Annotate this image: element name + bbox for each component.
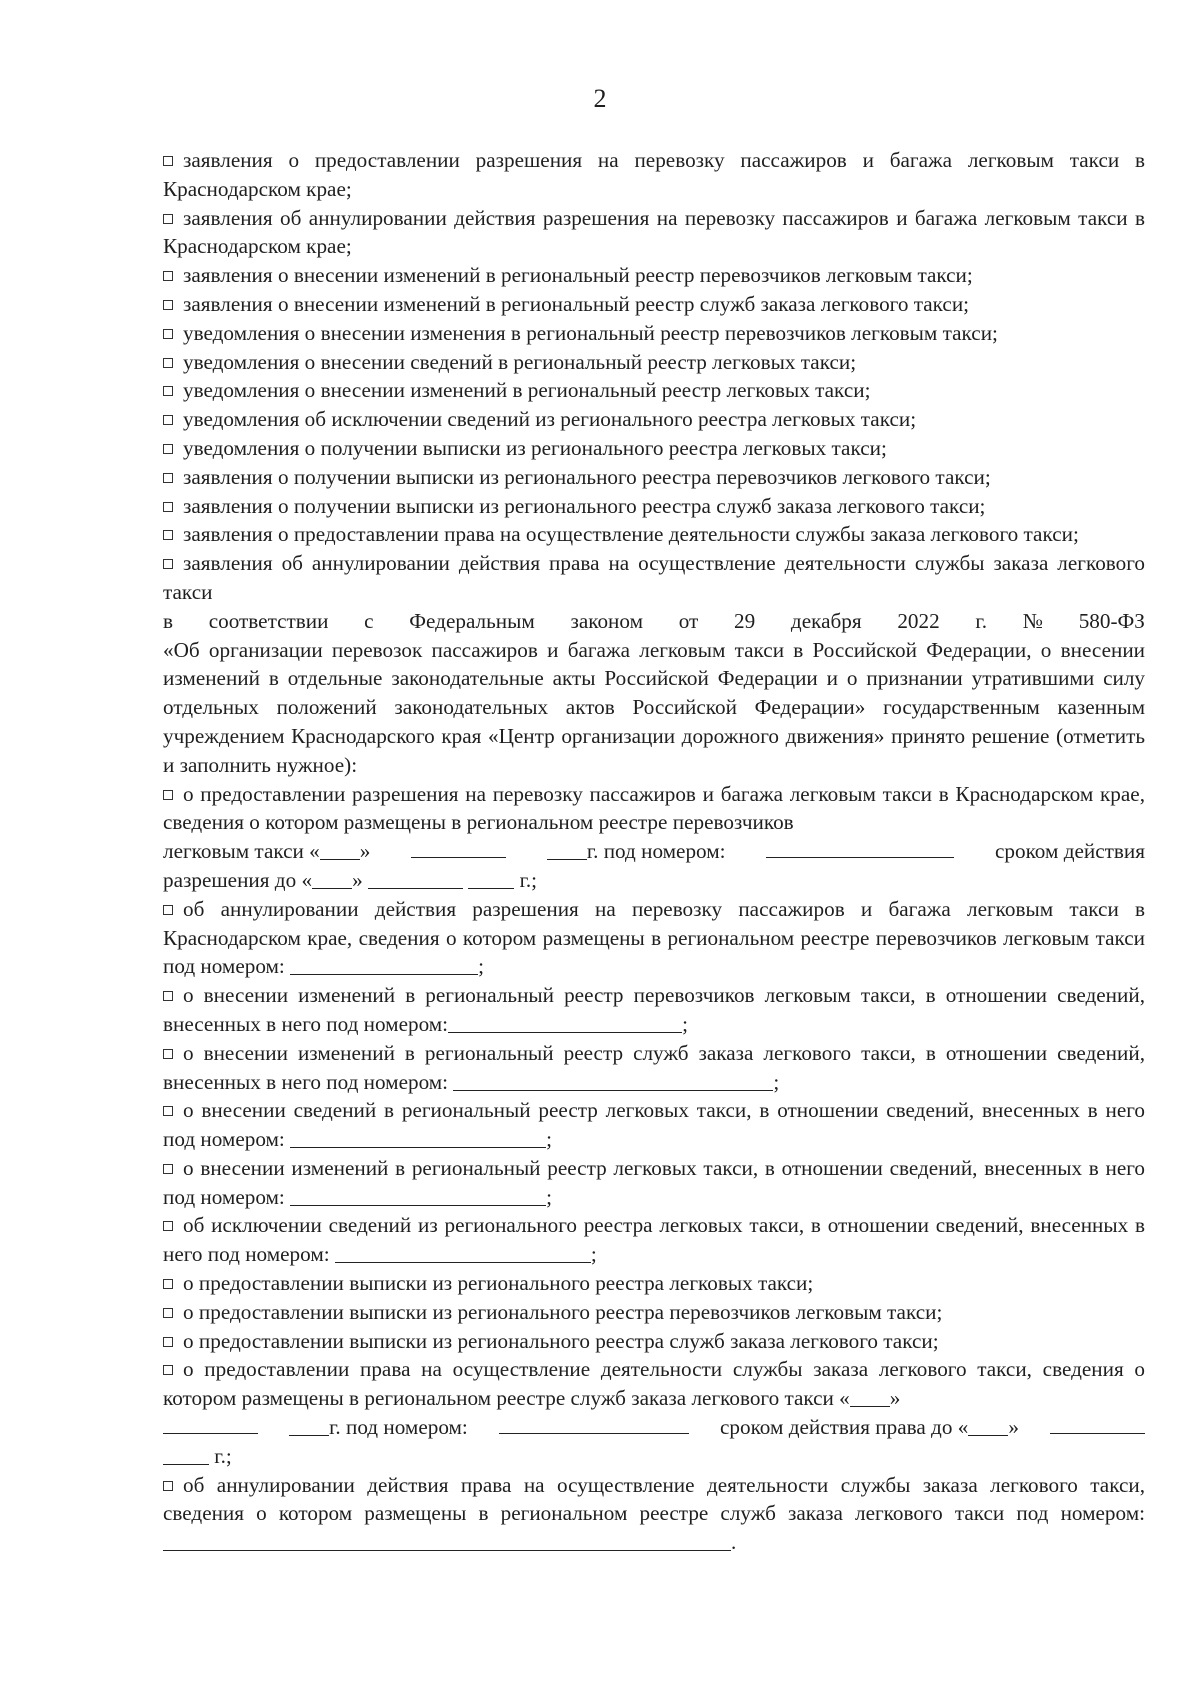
option-extract-taxi: о предоставлении выписки из регионального реестра легковых такси; — [163, 1269, 1145, 1298]
registry-number-field[interactable] — [163, 1530, 731, 1551]
registry-number-field[interactable] — [448, 1012, 682, 1033]
checkbox[interactable] — [163, 1049, 173, 1059]
checkbox[interactable] — [163, 214, 173, 224]
checkbox[interactable] — [163, 1221, 173, 1231]
registry-number-field[interactable] — [453, 1070, 773, 1091]
checkbox[interactable] — [163, 271, 173, 281]
day-field[interactable] — [312, 868, 352, 889]
checkbox[interactable] — [163, 358, 173, 368]
list-item: заявления о получении выписки из регионального реестра служб заказа легкового такси; — [163, 492, 1145, 521]
registry-number-field[interactable] — [766, 837, 954, 858]
option-service-right-cancel: об аннулировании действия права на осуществление деятельности службы заказа легкового такси, сведения о котором размещены в региональном реестре служб заказа легкового такси под номером: . — [163, 1472, 1145, 1555]
decision-intro-text: «Об организации перевозок пассажиров и багажа легковым такси в Российской Федерации, о внесении изменений в отдельные законодательные акты Российской Федерации и о признании утратившими силу отдельных положений законодательных актов Российской Федерации» государственным казенным учреждением Краснодарского края «Центр организации дорожного движения» принято решение (отметить и заполнить нужное): — [163, 637, 1145, 777]
decision-intro-first-line: в соответствии с Федеральным законом от 29 декабря 2022 г. № 580-ФЗ — [163, 608, 1145, 633]
checkbox[interactable] — [163, 1106, 173, 1116]
month-field[interactable] — [368, 868, 463, 889]
option-permit-grant-fields: легковым такси « » г. под номером: сроком действия — [163, 839, 1145, 864]
year-field[interactable] — [289, 1415, 329, 1436]
checkbox[interactable] — [163, 1279, 173, 1289]
list-item: уведомления об исключении сведений из регионального реестра легковых такси; — [163, 405, 1145, 434]
month-field[interactable] — [163, 1413, 258, 1434]
decision-intro — [163, 607, 1145, 780]
registry-number-field[interactable] — [335, 1242, 591, 1263]
checkbox[interactable] — [163, 559, 173, 569]
year-field[interactable] — [547, 839, 587, 860]
page-number: 2 — [593, 84, 607, 113]
checkbox[interactable] — [163, 1164, 173, 1174]
option-services-registry-change: о внесении изменений в региональный реестр служб заказа легкового такси, в отношении сведений, внесенных в него под номером: ; — [163, 1040, 1145, 1094]
checkbox[interactable] — [163, 991, 173, 1001]
list-item: заявления о предоставлении разрешения на перевозку пассажиров и багажа легковым такси в Краснодарском крае; — [163, 148, 1145, 201]
checkbox[interactable] — [163, 1337, 173, 1347]
month-field[interactable] — [1050, 1413, 1145, 1434]
option-extract-services: о предоставлении выписки из регионального реестра служб заказа легкового такси; — [163, 1327, 1145, 1356]
list-item: уведомления о получении выписки из регионального реестра легковых такси; — [163, 434, 1145, 463]
option-taxi-registry-change: о внесении изменений в региональный реестр легковых такси, в отношении сведений, внесенных в него под номером: ; — [163, 1155, 1145, 1209]
checkbox[interactable] — [163, 415, 173, 425]
list-item: заявления о внесении изменений в региональный реестр перевозчиков легковым такси; — [163, 261, 1145, 290]
list-item: заявления о получении выписки из регионального реестра перевозчиков легкового такси; — [163, 463, 1145, 492]
option-extract-carriers: о предоставлении выписки из регионального реестра перевозчиков легковым такси; — [163, 1298, 1145, 1327]
form-content — [163, 146, 1145, 1557]
option-carriers-registry-change: о внесении изменений в региональный реестр перевозчиков легковым такси, в отношении сведений, внесенных в него под номером: ; — [163, 983, 1145, 1036]
day-field[interactable] — [320, 839, 360, 860]
registry-number-field[interactable] — [290, 1185, 546, 1206]
checkbox[interactable] — [163, 329, 173, 339]
list-item: уведомления о внесении изменений в региональный реестр легковых такси; — [163, 376, 1145, 405]
list-item: заявления об аннулировании действия разрешения на перевозку пассажиров и багажа легковым такси в Краснодарском крае; — [163, 205, 1145, 259]
checkbox[interactable] — [163, 386, 173, 396]
checkbox[interactable] — [163, 1308, 173, 1318]
option-taxi-registry-remove: об исключении сведений из регионального реестра легковых такси, в отношении сведений, внесенных в него под номером: ; — [163, 1213, 1145, 1267]
registry-number-field[interactable] — [290, 1127, 546, 1148]
year-field[interactable] — [468, 868, 514, 889]
list-item: заявления о внесении изменений в региональный реестр служб заказа легкового такси; — [163, 290, 1145, 319]
option-permit-grant: о предоставлении разрешения на перевозку пассажиров и багажа легковым такси в Краснодарском крае, сведения о котором размещены в региональном реестре перевозчиков — [163, 781, 1145, 835]
checkbox[interactable] — [163, 1365, 173, 1375]
month-field[interactable] — [411, 837, 506, 858]
option-taxi-registry-add: о внесении сведений в региональный реестр легковых такси, в отношении сведений, внесенных в него под номером: ; — [163, 1098, 1145, 1152]
option-service-right-grant: о предоставлении права на осуществление деятельности службы заказа легкового такси, сведения о котором размещены в региональном реестре служб заказа легкового такси « » — [163, 1357, 1145, 1411]
option-service-right-grant-fields: г. под номером: сроком действия права до « » — [163, 1413, 1145, 1442]
day-field[interactable] — [850, 1386, 890, 1407]
checkbox[interactable] — [163, 530, 173, 540]
checkbox[interactable] — [163, 1481, 173, 1491]
checkbox[interactable] — [163, 790, 173, 800]
list-item: заявления о предоставлении права на осуществление деятельности службы заказа легкового такси; — [163, 520, 1145, 549]
day-field[interactable] — [968, 1415, 1008, 1436]
registry-number-field[interactable] — [290, 954, 478, 975]
application-type-list — [163, 146, 1145, 607]
option-service-right-grant-year: г.; — [163, 1442, 1145, 1471]
checkbox[interactable] — [163, 156, 173, 166]
checkbox[interactable] — [163, 444, 173, 454]
list-item: заявления об аннулировании действия права на осуществление деятельности службы заказа легкового такси — [163, 551, 1145, 604]
option-permit-grant-validity: разрешения до « » г.; — [163, 867, 538, 892]
list-item: уведомления о внесении сведений в региональный реестр легковых такси; — [163, 348, 1145, 377]
checkbox[interactable] — [163, 905, 173, 915]
list-item: уведомления о внесении изменения в региональный реестр перевозчиков легковым такси; — [163, 319, 1145, 348]
option-permit-cancel: об аннулировании действия разрешения на перевозку пассажиров и багажа легковым такси в Краснодарском крае, сведения о котором размещены в региональном реестре перевозчиков легковым такси под номером: ; — [163, 896, 1145, 979]
checkbox[interactable] — [163, 473, 173, 483]
decision-options — [163, 780, 1145, 1558]
checkbox[interactable] — [163, 300, 173, 310]
checkbox[interactable] — [163, 502, 173, 512]
registry-number-field[interactable] — [499, 1413, 689, 1434]
year-field[interactable] — [163, 1444, 209, 1465]
